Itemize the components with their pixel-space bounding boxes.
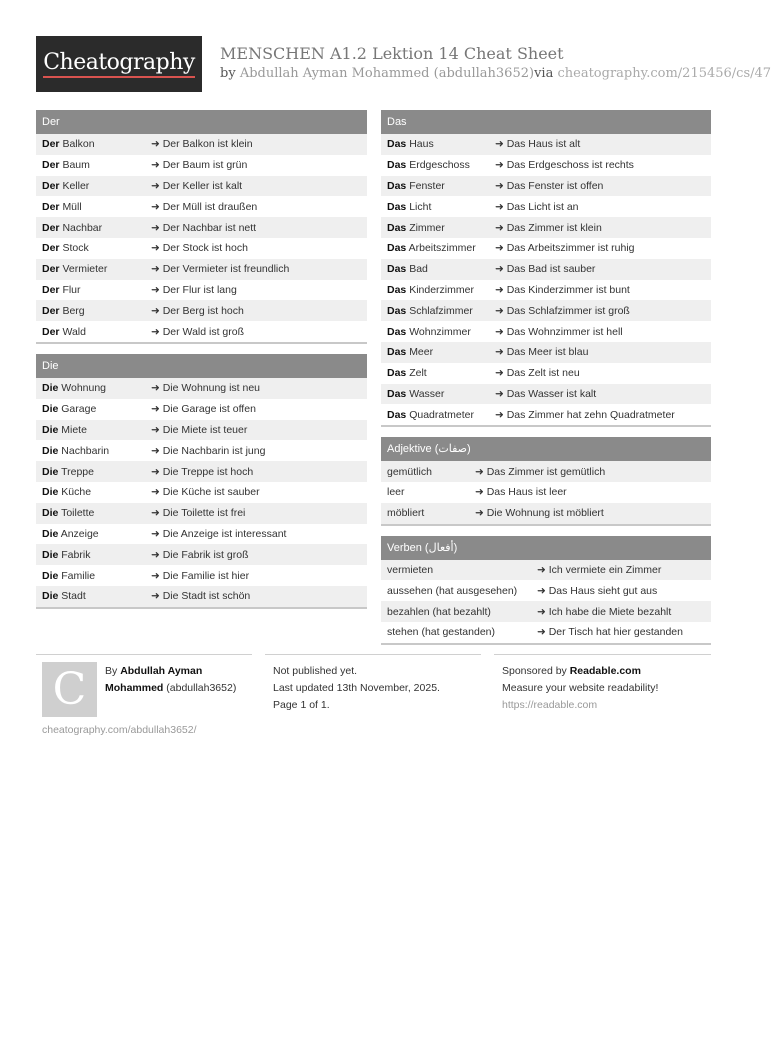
table-row (36, 586, 367, 607)
noun: Wald (62, 325, 86, 338)
example-sentence: ➜ Das Erdgeschoss ist rechts (495, 159, 634, 172)
page-title: MENSCHEN A1.2 Lektion 14 Cheat Sheet (220, 44, 564, 63)
sponsor-name-link[interactable]: Readable.com (569, 665, 641, 677)
table-row (36, 280, 367, 301)
noun: Vermieter (62, 263, 108, 276)
table-row (381, 280, 711, 301)
table-row (381, 176, 711, 197)
vocab-term (36, 305, 151, 317)
table-row (36, 420, 367, 441)
noun: Zimmer (409, 221, 445, 234)
vocab-term (381, 284, 495, 296)
footer-author-name-link[interactable]: Abdullah Ayman Mohammed (105, 665, 203, 694)
table-row (36, 440, 367, 461)
vocab-term (381, 326, 495, 338)
vocab-term (36, 528, 151, 540)
article: Das (387, 263, 407, 276)
table-row (36, 259, 367, 280)
article: Die (42, 465, 59, 478)
noun: Nachbar (62, 221, 103, 234)
table-row (36, 399, 367, 420)
article: Das (387, 179, 407, 192)
vocab-term: vermieten (387, 563, 434, 576)
noun: Wohnung (61, 382, 107, 395)
table-row (381, 601, 711, 622)
example-sentence: ➜ Der Baum ist grün (151, 159, 248, 172)
noun: Anzeige (60, 527, 99, 540)
example-sentence: ➜ Das Zimmer ist gemütlich (475, 465, 606, 478)
vocab-term (381, 222, 495, 234)
article: Die (42, 382, 59, 395)
example-sentence: ➜ Das Schlafzimmer ist groß (495, 304, 630, 317)
table-row (36, 238, 367, 259)
example-sentence: ➜ Der Müll ist draußen (151, 200, 258, 213)
section-rows (381, 560, 711, 643)
article: Das (387, 346, 407, 359)
example-sentence: ➜ Das Haus ist leer (475, 486, 567, 499)
sponsor-prefix: Sponsored by (502, 665, 567, 677)
noun: Familie (61, 569, 96, 582)
footer-author-handle: (abdullah3652) (166, 682, 237, 694)
noun: Haus (409, 138, 434, 151)
article: Die (42, 486, 59, 499)
example-sentence: ➜ Der Balkon ist klein (151, 138, 253, 151)
vocab-term (36, 424, 151, 436)
footer-author-text (105, 663, 255, 697)
sponsor-line (502, 663, 658, 680)
example-sentence: ➜ Die Stadt ist schön (151, 590, 251, 603)
article: Das (387, 138, 407, 151)
noun: Wohnzimmer (409, 325, 471, 338)
vocab-term (381, 263, 495, 275)
byline-url-link[interactable]: cheatography.com/215456/cs/47 (557, 66, 771, 81)
table-row (36, 134, 367, 155)
table-row (381, 560, 711, 581)
vocab-term: möbliert (387, 507, 425, 520)
vocab-term: bezahlen (hat bezahlt) (387, 605, 491, 618)
example-sentence: ➜ Das Haus sieht gut aus (537, 584, 658, 597)
byline-via: via (534, 66, 554, 81)
table-row (381, 321, 711, 342)
byline-by: by (220, 66, 236, 81)
article: Das (387, 159, 407, 172)
table-row (36, 300, 367, 321)
example-sentence: ➜ Der Stock ist hoch (151, 242, 248, 255)
vocab-term (36, 570, 151, 582)
vocab-term (381, 388, 495, 400)
noun: Schlafzimmer (409, 304, 473, 317)
noun: Toilette (61, 507, 95, 520)
footer-by: By (105, 665, 118, 677)
article: Die (42, 444, 59, 457)
article: Der (42, 304, 60, 317)
article: Der (42, 138, 60, 151)
section-title: Das (381, 110, 711, 134)
table-row (381, 134, 711, 155)
section-adjektive (381, 437, 711, 525)
footer-status (265, 654, 481, 711)
article: Das (387, 325, 407, 338)
section-die (36, 354, 367, 609)
example-sentence: ➜ Der Tisch hat hier gestanden (537, 626, 683, 639)
article: Der (42, 221, 60, 234)
example-sentence: ➜ Die Nachbarin ist jung (151, 444, 266, 457)
example-sentence: ➜ Die Fabrik ist groß (151, 548, 249, 561)
noun: Garage (61, 403, 97, 416)
vocab-term (381, 367, 495, 379)
byline-author-link[interactable]: Abdullah Ayman Mohammed (abdullah3652) (239, 66, 535, 81)
table-row (381, 503, 711, 524)
noun: Miete (61, 423, 87, 436)
section-title: Verben (أفعال) (381, 536, 711, 560)
noun: Küche (61, 486, 92, 499)
table-row (36, 524, 367, 545)
byline (220, 65, 771, 83)
table-row (36, 565, 367, 586)
table-row (381, 342, 711, 363)
table-row (36, 482, 367, 503)
noun: Flur (62, 283, 81, 296)
noun: Fenster (409, 179, 445, 192)
cheatography-logo[interactable] (36, 36, 202, 92)
table-row (36, 544, 367, 565)
section-das (381, 110, 711, 427)
example-sentence: ➜ Die Miete ist teuer (151, 423, 248, 436)
table-row (381, 404, 711, 425)
table-row (381, 580, 711, 601)
vocab-term (36, 403, 151, 415)
table-row (36, 155, 367, 176)
table-row (381, 259, 711, 280)
noun: Treppe (61, 465, 94, 478)
vocab-term (36, 486, 151, 498)
example-sentence: ➜ Die Wohnung ist möbliert (475, 507, 604, 520)
noun: Müll (62, 200, 82, 213)
table-row (381, 238, 711, 259)
table-row (36, 176, 367, 197)
article: Das (387, 200, 407, 213)
article: Der (42, 242, 60, 255)
footer-sponsor (494, 654, 711, 711)
last-updated: Last updated 13th November, 2025. (273, 682, 440, 694)
vocab-term: leer (387, 486, 405, 499)
article: Das (387, 242, 407, 255)
article: Die (42, 403, 59, 416)
noun: Kinderzimmer (409, 283, 474, 296)
table-row (36, 378, 367, 399)
vocab-term (36, 180, 151, 192)
vocab-term: aussehen (hat ausgesehen) (387, 584, 518, 597)
section-title: Der (36, 110, 367, 134)
noun: Balkon (62, 138, 95, 151)
table-row (381, 622, 711, 643)
vocab-term (36, 382, 151, 394)
table-row (36, 196, 367, 217)
article: Die (42, 569, 59, 582)
article: Die (42, 527, 59, 540)
noun: Keller (62, 179, 90, 192)
example-sentence: ➜ Die Toilette ist frei (151, 507, 246, 520)
noun: Baum (62, 159, 90, 172)
table-row (381, 196, 711, 217)
vocab-term (36, 263, 151, 275)
noun: Quadratmeter (409, 408, 474, 421)
article: Das (387, 283, 407, 296)
example-sentence: ➜ Das Fenster ist offen (495, 179, 604, 192)
example-sentence: ➜ Die Anzeige ist interessant (151, 527, 287, 540)
noun: Erdgeschoss (409, 159, 470, 172)
example-sentence: ➜ Ich habe die Miete bezahlt (537, 605, 672, 618)
article: Die (42, 548, 59, 561)
footer-profile-link[interactable]: cheatography.com/abdullah3652/ (42, 724, 197, 736)
example-sentence: ➜ Das Bad ist sauber (495, 263, 596, 276)
footer-author (36, 654, 252, 714)
table-row (381, 300, 711, 321)
vocab-term (381, 180, 495, 192)
vocab-term (381, 242, 495, 254)
noun: Stadt (61, 590, 86, 603)
table-row (381, 461, 711, 482)
example-sentence: ➜ Das Meer ist blau (495, 346, 589, 359)
vocab-term (36, 284, 151, 296)
article: Das (387, 304, 407, 317)
vocab-term: gemütlich (387, 465, 432, 478)
section-der (36, 110, 367, 344)
vocab-term (381, 138, 495, 150)
article: Die (42, 590, 59, 603)
vocab-term (36, 326, 151, 338)
table-row (36, 217, 367, 238)
example-sentence: ➜ Der Berg ist hoch (151, 304, 244, 317)
example-sentence: ➜ Der Flur ist lang (151, 283, 237, 296)
article: Das (387, 221, 407, 234)
sponsor-tagline: Measure your website readability! (502, 682, 659, 694)
example-sentence: ➜ Der Wald ist groß (151, 325, 245, 338)
example-sentence: ➜ Das Wohnzimmer ist hell (495, 325, 623, 338)
example-sentence: ➜ Das Zimmer ist klein (495, 221, 602, 234)
vocab-term (381, 409, 495, 421)
sponsor-url-link[interactable]: https://readable.com (502, 699, 598, 711)
noun: Berg (62, 304, 85, 317)
example-sentence: ➜ Der Vermieter ist freundlich (151, 263, 290, 276)
noun: Wasser (409, 387, 445, 400)
article: Der (42, 179, 60, 192)
example-sentence: ➜ Die Treppe ist hoch (151, 465, 254, 478)
example-sentence: ➜ Das Zelt ist neu (495, 367, 580, 380)
example-sentence: ➜ Das Zimmer hat zehn Quadratmeter (495, 408, 675, 421)
publish-status: Not published yet. (273, 665, 358, 677)
article: Der (42, 159, 60, 172)
example-sentence: ➜ Ich vermiete ein Zimmer (537, 563, 662, 576)
vocab-term (381, 305, 495, 317)
vocab-term (36, 159, 151, 171)
section-verben (381, 536, 711, 645)
avatar-letter: C (52, 663, 87, 715)
noun: Zelt (409, 367, 427, 380)
noun: Meer (409, 346, 434, 359)
vocab-term (36, 445, 151, 457)
noun: Licht (409, 200, 432, 213)
example-sentence: ➜ Die Wohnung ist neu (151, 382, 260, 395)
noun: Fabrik (61, 548, 91, 561)
example-sentence: ➜ Die Garage ist offen (151, 403, 256, 416)
vocab-term (381, 346, 495, 358)
noun: Nachbarin (61, 444, 110, 457)
example-sentence: ➜ Das Arbeitszimmer ist ruhig (495, 242, 635, 255)
avatar[interactable] (42, 662, 97, 717)
vocab-term (381, 159, 495, 171)
vocab-term (36, 138, 151, 150)
section-rows (381, 134, 711, 425)
vocab-term (36, 590, 151, 602)
table-row (381, 217, 711, 238)
table-row (36, 503, 367, 524)
article: Das (387, 367, 407, 380)
right-column (381, 110, 711, 655)
vocab-term (36, 549, 151, 561)
article: Die (42, 507, 59, 520)
example-sentence: ➜ Die Küche ist sauber (151, 486, 260, 499)
example-sentence: ➜ Das Haus ist alt (495, 138, 581, 151)
table-row (381, 482, 711, 503)
article: Der (42, 200, 60, 213)
section-rows (36, 134, 367, 342)
article: Der (42, 263, 60, 276)
article: Der (42, 283, 60, 296)
article: Der (42, 325, 60, 338)
vocab-term (36, 242, 151, 254)
vocab-term (36, 201, 151, 213)
noun: Bad (409, 263, 428, 276)
vocab-term (36, 507, 151, 519)
example-sentence: ➜ Der Keller ist kalt (151, 179, 243, 192)
noun: Arbeitszimmer (408, 242, 476, 255)
vocab-term: stehen (hat gestanden) (387, 626, 495, 639)
logo-text: Cheatography (43, 51, 195, 78)
page-number: Page 1 of 1. (273, 699, 330, 711)
section-rows (36, 378, 367, 607)
table-row (381, 363, 711, 384)
example-sentence: ➜ Das Wasser ist kalt (495, 387, 597, 400)
example-sentence: ➜ Das Licht ist an (495, 200, 579, 213)
section-title: Adjektive (صفات) (381, 437, 711, 461)
vocab-term (36, 466, 151, 478)
example-sentence: ➜ Das Kinderzimmer ist bunt (495, 283, 630, 296)
left-column (36, 110, 367, 619)
example-sentence: ➜ Der Nachbar ist nett (151, 221, 257, 234)
vocab-term (381, 201, 495, 213)
example-sentence: ➜ Die Familie ist hier (151, 569, 250, 582)
section-rows (381, 461, 711, 523)
article: Das (387, 387, 407, 400)
vocab-term (36, 222, 151, 234)
table-row (381, 155, 711, 176)
section-title: Die (36, 354, 367, 378)
article: Die (42, 423, 59, 436)
table-row (381, 384, 711, 405)
table-row (36, 461, 367, 482)
table-row (36, 321, 367, 342)
article: Das (387, 408, 407, 421)
noun: Stock (62, 242, 89, 255)
